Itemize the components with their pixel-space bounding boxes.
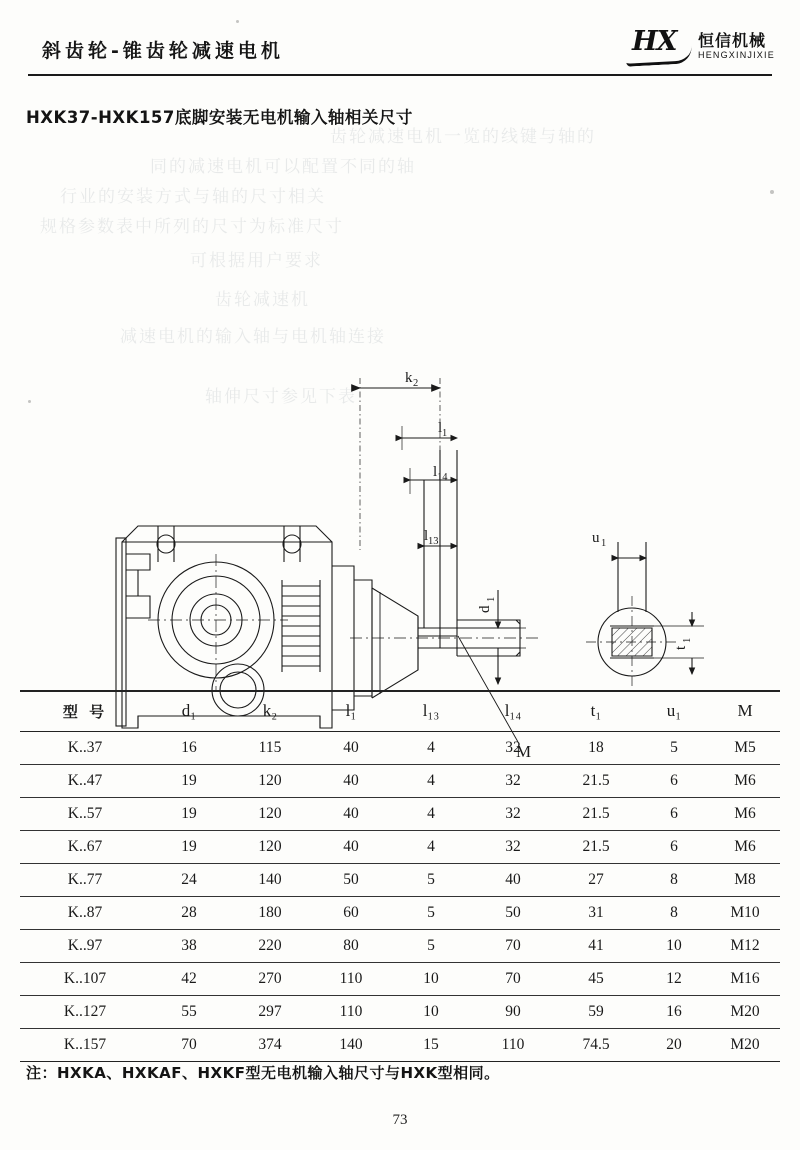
cell-value: M20	[710, 995, 780, 1028]
cell-value: 42	[150, 962, 228, 995]
col-header-k2: k₂	[228, 692, 312, 732]
cell-value: 6	[638, 797, 710, 830]
col-header-l14: l₁₄	[472, 692, 554, 732]
cell-value: 19	[150, 830, 228, 863]
cell-value: 90	[472, 995, 554, 1028]
cell-model: K..77	[20, 863, 150, 896]
company-logo	[624, 22, 775, 72]
logo-mark-text: HX	[632, 26, 677, 57]
cell-value: M5	[710, 731, 780, 764]
cell-value: 21.5	[554, 830, 638, 863]
section-title: HXK37-HXK157底脚安装无电机输入轴相关尺寸	[26, 108, 413, 127]
cell-value: 110	[312, 995, 390, 1028]
cell-value: 110	[312, 962, 390, 995]
cell-value: M6	[710, 830, 780, 863]
cell-value: 40	[312, 830, 390, 863]
svg-text:13: 13	[428, 536, 439, 547]
dim-label-l13: l	[424, 528, 429, 544]
col-header-M: M	[710, 692, 780, 732]
cell-model: K..37	[20, 731, 150, 764]
spec-table-container	[20, 690, 780, 1062]
cell-value: 374	[228, 1028, 312, 1061]
ghost-text: 齿轮减速电机一览的线键与轴的	[330, 127, 596, 147]
cell-value: 4	[390, 764, 472, 797]
cell-value: 140	[312, 1028, 390, 1061]
table-row	[20, 995, 780, 1028]
table-row	[20, 962, 780, 995]
col-header-d1: d₁	[150, 692, 228, 732]
cell-value: 5	[390, 929, 472, 962]
cell-value: 40	[312, 764, 390, 797]
header-title: 斜齿轮-锥齿轮减速电机	[42, 40, 284, 62]
cell-value: 20	[638, 1028, 710, 1061]
cell-value: 32	[472, 764, 554, 797]
cell-model: K..47	[20, 764, 150, 797]
logo-company-name-en: HENGXINJIXIE	[698, 50, 775, 60]
cell-value: M6	[710, 797, 780, 830]
cell-value: 8	[638, 896, 710, 929]
cell-value: 41	[554, 929, 638, 962]
cell-value: 55	[150, 995, 228, 1028]
cell-model: K..57	[20, 797, 150, 830]
cell-value: 70	[150, 1028, 228, 1061]
cell-value: M8	[710, 863, 780, 896]
cell-value: M16	[710, 962, 780, 995]
cell-model: K..107	[20, 962, 150, 995]
ghost-text: 同的减速电机可以配置不同的轴	[150, 157, 416, 177]
cell-value: 5	[390, 896, 472, 929]
cell-value: 19	[150, 764, 228, 797]
cell-value: 4	[390, 731, 472, 764]
cell-value: 270	[228, 962, 312, 995]
cell-value: 10	[390, 995, 472, 1028]
cell-value: 40	[312, 797, 390, 830]
cell-model: K..87	[20, 896, 150, 929]
col-header-l1: l₁	[312, 692, 390, 732]
ghost-text: 齿轮减速机	[215, 290, 310, 310]
cell-value: 19	[150, 797, 228, 830]
dim-label-l1: l	[438, 420, 443, 436]
spec-table	[20, 692, 780, 1062]
cell-value: 120	[228, 764, 312, 797]
table-row	[20, 896, 780, 929]
cell-value: 10	[638, 929, 710, 962]
cell-value: 5	[638, 731, 710, 764]
ghost-text: 行业的安装方式与轴的尺寸相关	[60, 187, 326, 207]
cell-value: 12	[638, 962, 710, 995]
cell-value: 32	[472, 830, 554, 863]
cell-value: 40	[472, 863, 554, 896]
table-row	[20, 863, 780, 896]
cell-value: 120	[228, 830, 312, 863]
cell-value: 31	[554, 896, 638, 929]
table-head	[20, 692, 780, 732]
cell-value: 5	[390, 863, 472, 896]
cell-value: M10	[710, 896, 780, 929]
cell-value: 8	[638, 863, 710, 896]
cell-value: 140	[228, 863, 312, 896]
cell-model: K..67	[20, 830, 150, 863]
cell-value: M12	[710, 929, 780, 962]
cell-value: 180	[228, 896, 312, 929]
table-note: 注：HXKA、HXKAF、HXKF型无电机输入轴尺寸与HXK型相同。	[26, 1064, 500, 1082]
col-header-l13: l₁₃	[390, 692, 472, 732]
cell-value: 110	[472, 1028, 554, 1061]
cell-value: 60	[312, 896, 390, 929]
table-body	[20, 731, 780, 1061]
cell-value: 10	[390, 962, 472, 995]
cell-value: 59	[554, 995, 638, 1028]
cell-value: 74.5	[554, 1028, 638, 1061]
cell-value: 70	[472, 929, 554, 962]
cell-value: 70	[472, 962, 554, 995]
svg-text:14: 14	[437, 472, 448, 483]
cell-value: 220	[228, 929, 312, 962]
cell-value: 4	[390, 830, 472, 863]
cell-value: 45	[554, 962, 638, 995]
table-row	[20, 764, 780, 797]
table-header-row	[20, 692, 780, 732]
cell-value: 21.5	[554, 797, 638, 830]
logo-swoosh-icon	[626, 46, 693, 66]
cell-value: 80	[312, 929, 390, 962]
cell-model: K..157	[20, 1028, 150, 1061]
cell-value: 24	[150, 863, 228, 896]
cell-value: 40	[312, 731, 390, 764]
cell-value: 297	[228, 995, 312, 1028]
cell-value: 16	[150, 731, 228, 764]
cell-value: 18	[554, 731, 638, 764]
cell-value: 38	[150, 929, 228, 962]
cell-model: K..97	[20, 929, 150, 962]
table-row	[20, 929, 780, 962]
table-row	[20, 797, 780, 830]
cell-value: 32	[472, 797, 554, 830]
dim-label-d1: d	[477, 605, 493, 613]
cell-value: 4	[390, 797, 472, 830]
dim-label-k2: k	[405, 370, 413, 386]
page-header	[28, 22, 775, 80]
cell-value: 28	[150, 896, 228, 929]
ghost-text: 规格参数表中所列的尺寸为标准尺寸	[40, 217, 344, 237]
cell-value: M6	[710, 764, 780, 797]
cell-value: 15	[390, 1028, 472, 1061]
dim-label-u1: u	[592, 530, 600, 546]
table-row	[20, 1028, 780, 1061]
dim-label-M: M	[516, 742, 532, 761]
ghost-text: 减速电机的输入轴与电机轴连接	[120, 327, 386, 347]
table-row	[20, 830, 780, 863]
cell-model: K..127	[20, 995, 150, 1028]
cell-value: 50	[312, 863, 390, 896]
cell-value: 6	[638, 830, 710, 863]
col-header-u1: u₁	[638, 692, 710, 732]
cell-value: 115	[228, 731, 312, 764]
dim-label-l14: l	[433, 464, 438, 480]
svg-text:1: 1	[442, 428, 448, 439]
ghost-text: 可根据用户要求	[190, 251, 323, 271]
page-number: 73	[392, 1112, 408, 1128]
col-header-t1: t₁	[554, 692, 638, 732]
cell-value: 50	[472, 896, 554, 929]
svg-text:1: 1	[486, 596, 497, 602]
table-row	[20, 731, 780, 764]
cell-value: 120	[228, 797, 312, 830]
svg-text:1: 1	[601, 538, 607, 549]
cell-value: 21.5	[554, 764, 638, 797]
cell-value: 32	[472, 731, 554, 764]
col-header-model: 型 号	[20, 692, 150, 732]
logo-company-name-cn: 恒信机械	[698, 31, 767, 50]
svg-text:1: 1	[682, 637, 693, 643]
header-divider	[28, 74, 772, 76]
cell-value: 27	[554, 863, 638, 896]
cell-value: 6	[638, 764, 710, 797]
ghost-text: 轴伸尺寸参见下表	[205, 387, 357, 407]
cell-value: M20	[710, 1028, 780, 1061]
cell-value: 16	[638, 995, 710, 1028]
dim-label-t1: t	[673, 645, 689, 650]
svg-text:2: 2	[413, 378, 419, 389]
